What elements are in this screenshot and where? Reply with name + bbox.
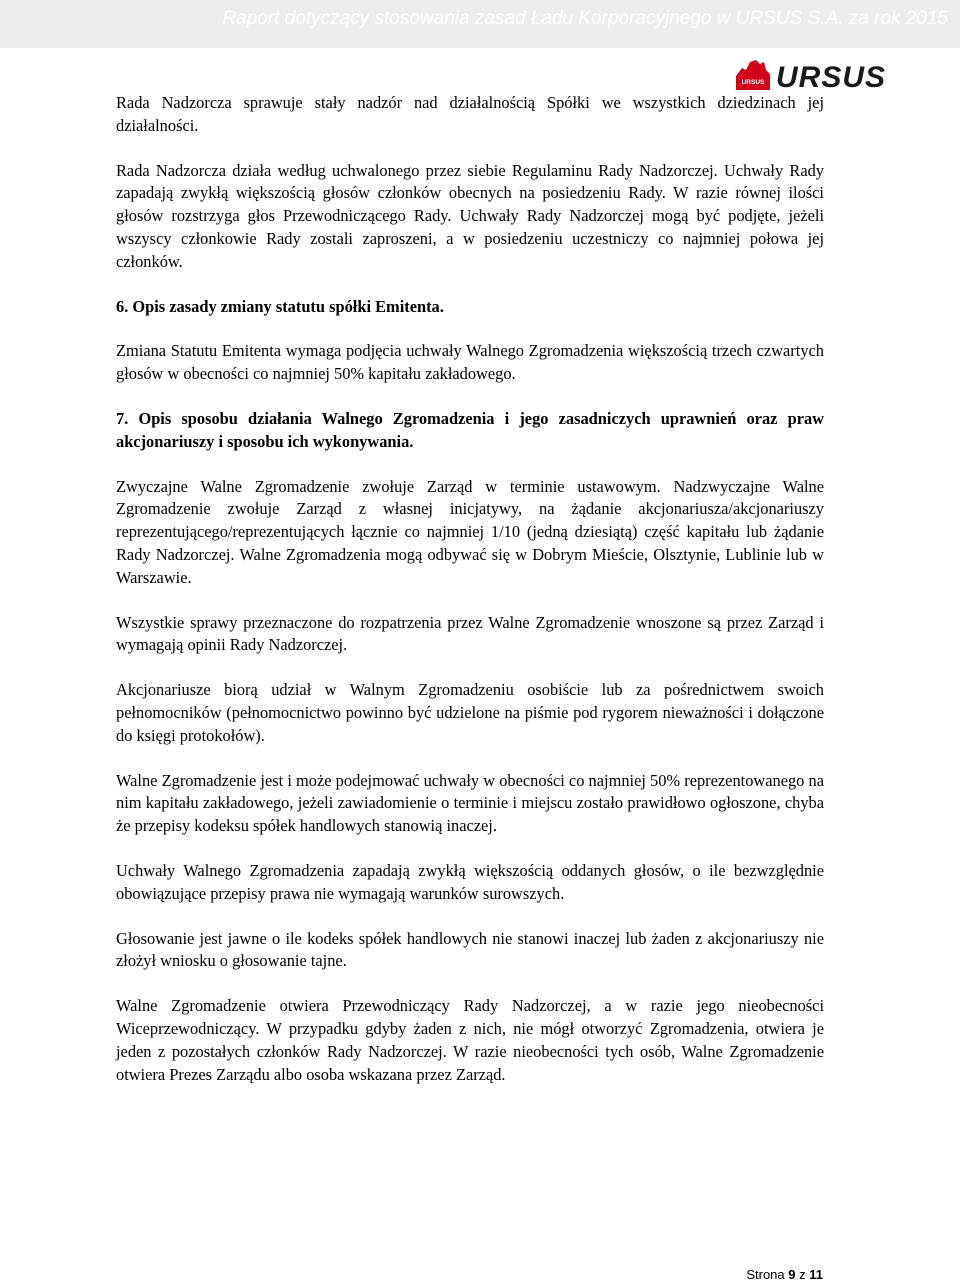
page-label: Strona <box>746 1267 785 1282</box>
ursus-wordmark: URSUS <box>776 61 887 94</box>
page-number <box>746 1267 823 1282</box>
paragraph: Zwyczajne Walne Zgromadzenie zwołuje Zarząd w terminie ustawowym. Nadzwyczajne Walne Zgromadzenie zwołuje Zarząd z własnej inicjatywy, na żądanie akcjonariusza/akcjonariuszy reprezentującego/reprezentujących łącznie co najmniej 1/10 (jedną dziesiątą) część kapitału lub żądanie Rady Nadzorczej. Walne Zgromadzenia mogą odbywać się w Dobrym Mieście, Olsztynie, Lublinie lub w Warszawie. <box>116 476 824 587</box>
paragraph: Uchwały Walnego Zgromadzenia zapadają zwykłą większością oddanych głosów, o ile bezwzględnie obowiązujące przepisy prawa nie wymagają warunków surowszych. <box>116 860 824 903</box>
paragraph: Walne Zgromadzenie jest i może podejmować uchwały w obecności co najmniej 50% reprezentowanego na nim kapitału zakładowego, jeżeli zawiadomienie o terminie i miejscu zostało prawidłowo ogłoszone, chyba że przepisy kodeksu spółek handlowych stanowią inaczej. <box>116 770 824 836</box>
document-body <box>116 92 824 1108</box>
ursus-logo-graphic <box>734 56 920 96</box>
page-total: 11 <box>809 1267 823 1282</box>
paragraph: Walne Zgromadzenie otwiera Przewodniczący Rady Nadzorczej, a w razie jego nieobecności Wiceprzewodniczący. W przypadku gdyby żaden z nich, nie mógł otworzyć Zgromadzenia, otwiera je jeden z pozostałych członków Rady Nadzorczej. W razie nieobecności tych osób, Walne Zgromadzenie otwiera Prezes Zarządu albo osoba wskazana przez Zarząd. <box>116 996 824 1084</box>
paragraph: Zmiana Statutu Emitenta wymaga podjęcia uchwały Walnego Zgromadzenia większością trzech czwartych głosów w obecności co najmniej 50% kapitału zakładowego. <box>116 341 824 384</box>
paragraph: Wszystkie sprawy przeznaczone do rozpatrzenia przez Walne Zgromadzenie wnoszone są przez Zarząd i wymagają opinii Rady Nadzorczej. <box>116 612 824 655</box>
paragraph: Rada Nadzorcza działa według uchwalonego przez siebie Regulaminu Rady Nadzorczej. Uchwały Rady zapadają zwykłą większością głosów członków obecnych na posiedzeniu Rady. W razie równej ilości głosów rozstrzyga głos Przewodniczącego Rady. Uchwały Rady Nadzorczej mogą być podjęte, jeżeli wszyscy członkowie Rady zostali zaproszeni, a w posiedzeniu uczestniczy co najmniej połowa jej członków. <box>116 160 824 271</box>
paragraph: Akcjonariusze biorą udział w Walnym Zgromadzeniu osobiście lub za pośrednictwem swoich pełnomocników (pełnomocnictwo powinno być udzielone na piśmie pod rygorem nieważności i dołączone do księgi protokołów). <box>116 680 824 745</box>
section-6-heading: 6. Opis zasady zmiany statutu spółki Emitenta. <box>116 296 444 316</box>
bear-icon <box>736 60 770 90</box>
ursus-logo <box>734 56 920 96</box>
paragraph: Rada Nadzorcza sprawuje stały nadzór nad działalnością Spółki we wszystkich dziedzinach jej działalności. <box>116 93 824 135</box>
page-sep: z <box>799 1267 806 1282</box>
paragraph: Głosowanie jest jawne o ile kodeks spółek handlowych nie stanowi inaczej lub żaden z akcjonariuszy nie złożył wniosku o głosowanie tajne. <box>116 928 824 971</box>
page-current: 9 <box>788 1267 796 1282</box>
bear-label: URSUS <box>741 79 765 86</box>
section-7-heading: 7. Opis sposobu działania Walnego Zgromadzenia i jego zasadniczych uprawnień oraz praw akcjonariuszy i sposobu ich wykonywania. <box>116 408 824 451</box>
report-title: Raport dotyczący stosowania zasad Ładu Korporacyjnego w URSUS S.A. za rok 2015 <box>222 8 948 29</box>
header-band <box>0 0 960 48</box>
